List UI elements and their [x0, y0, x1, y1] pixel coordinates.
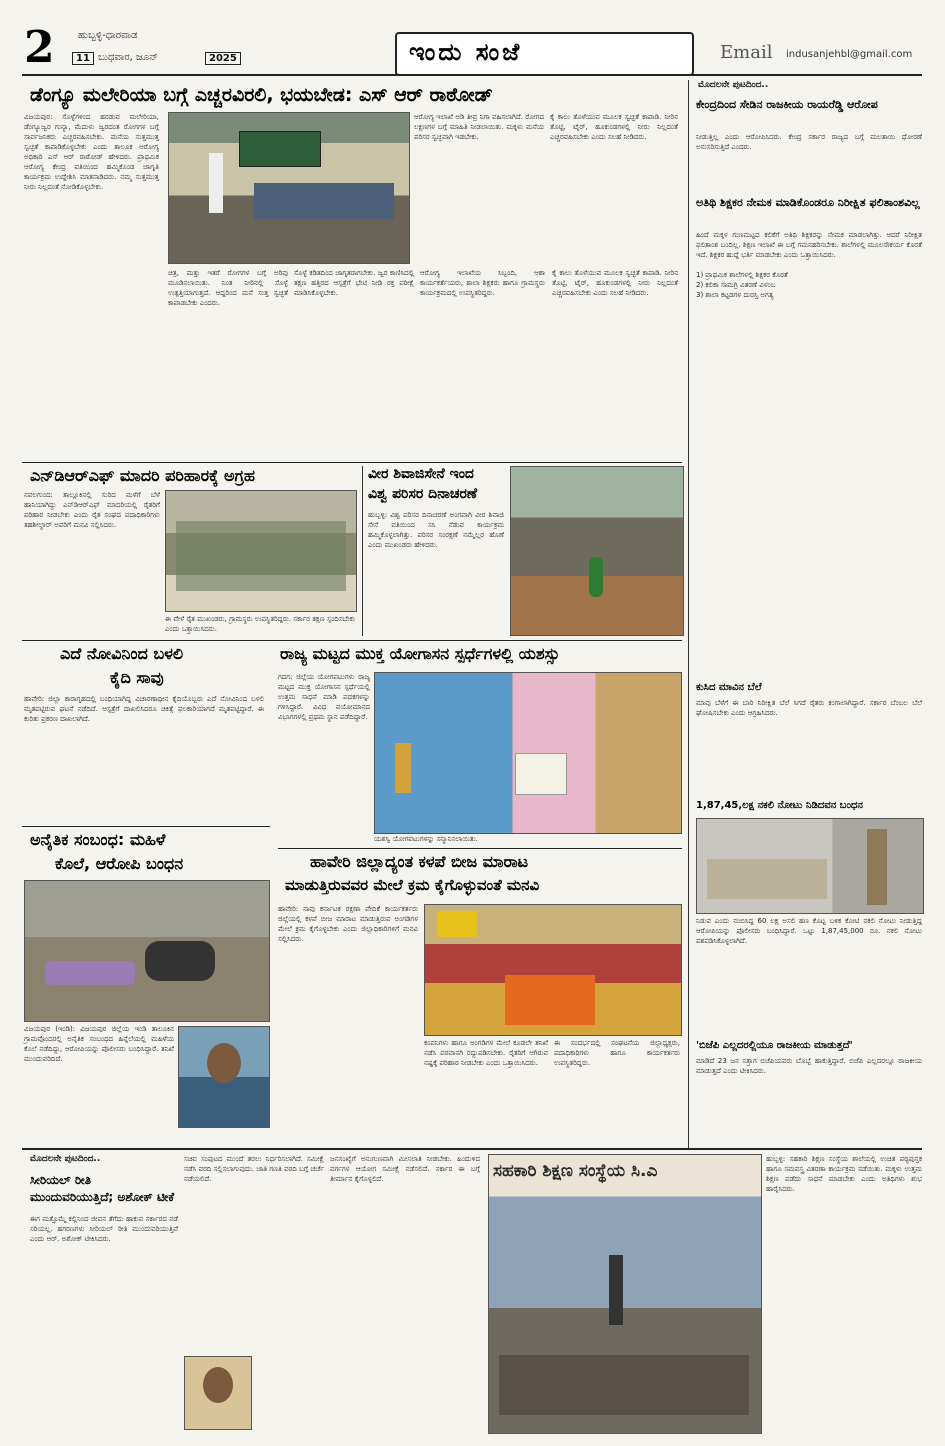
mid-rule: [22, 640, 682, 641]
bottom-body-4: ಹುಬ್ಬಳ್ಳಿ: ಸಹಕಾರಿ ಶಿಕ್ಷಣ ಸಂಸ್ಥೆಯ ಶಾಲೆಯಲ್ಲಿ ಉಚಿತ ಪಠ್ಯಪುಸ್ತಕ ಹಾಗೂ ಸಮವಸ್ತ್ರ ವಿತರಣಾ ಕಾರ್ಯಕ್ರಮ ನಡೆಯಿತು. ಮಕ್ಕಳು ಉತ್ತಮ ಶಿಕ್ಷಣ ಪಡೆದು ಸಾಧನೆ ಮಾಡಬೇಕು ಎಂದು ಅತಿಥಿಗಳು ಶುಭ ಹಾರೈಸಿದರು.: [766, 1155, 925, 1193]
sidebar-body-2: ಹಿಂದೆ ಮಕ್ಕಳ ಗುಣಮಟ್ಟದ ಕಲಿಕೆಗೆ ಅತಿಥಿ ಶಿಕ್ಷಕರನ್ನು ನೇಮಕ ಮಾಡಲಾಗಿತ್ತು. ಆದರೆ ನಿರೀಕ್ಷಿತ ಫಲಿತಾಂಶ ಬಂದಿಲ್ಲ. ಶಿಕ್ಷಣ ಇಲಾಖೆ ಈ ಬಗ್ಗೆ ಗಮನಹರಿಸಬೇಕು. ಶಾಲೆಗಳಲ್ಲಿ ಮೂಲಸೌಕರ್ಯ ಕೊರತೆ ಇದೆ. ಶಿಕ್ಷಕರ ಹುದ್ದೆ ಭರ್ತಿ ಮಾಡಬೇಕು ಎಂದು ಒತ್ತಾಯಿಸಿದರು. 1) ಪ್ರಾಥಮಿಕ ಶಾಲೆಗಳಲ್ಲಿ ಶಿಕ್ಷಕರ ಕೊರತೆ 2) ಕಲಿಕಾ ಸಾಮಗ್ರಿ ವಿತರಣೆ ವಿಳಂಬ 3) ಶಾಲಾ ಕಟ್ಟಡಗಳ ದುರಸ್ತಿ ಅಗತ್ಯ: [696, 231, 922, 299]
story4-rule: [22, 826, 270, 827]
email-label: Email: [720, 42, 773, 63]
story4-body: ಹಾವೇರಿ: ಜಿಲ್ಲಾ ಕಾರಾಗೃಹದಲ್ಲಿ ಬಂಧಿಯಾಗಿದ್ದ ವಿಚಾರಣಾಧೀನ ಕೈದಿಯೊಬ್ಬರು ಎದೆ ನೋವಿನಿಂದ ಬಳಲಿ ಮೃತಪಟ್ಟಿರುವ ಘಟನೆ ನಡೆದಿದೆ. ಆಸ್ಪತ್ರೆಗೆ ದಾಖಲಿಸಿದರೂ ಚಿಕಿತ್ಸೆ ಫಲಕಾರಿಯಾಗದೆ ಮೃತಪಟ್ಟಿದ್ದಾರೆ. ಈ ಕುರಿತು ಪ್ರಕರಣ ದಾಖಲಾಗಿದೆ.: [24, 695, 267, 723]
story6-caption: ಯಶಸ್ವಿ ಯೋಗಪಟುಗಳನ್ನು ಸನ್ಮಾನಿಸಲಾಯಿತು.: [374, 835, 478, 843]
story3-headline-1: ವೀರ ಶಿವಾಜಿಸೇನೆ ಇಂದ: [368, 466, 474, 482]
place-name: ಹುಬ್ಬಳ್ಳಿ-ಧಾರವಾಡ: [78, 30, 138, 41]
lead-photo: [168, 112, 410, 264]
story2-body2: ಈ ವೇಳೆ ರೈತ ಮುಖಂಡರು, ಗ್ರಾಮಸ್ಥರು ಉಪಸ್ಥಿತರಿದ್ದರು. ಸರ್ಕಾರ ತಕ್ಷಣ ಸ್ಪಂದಿಸಬೇಕು ಎಂದು ಒತ್ತಾಯಿಸಿದರು.: [165, 615, 358, 633]
sidebar-body-1: ನೀಡುತ್ತಿಲ್ಲ ಎಂದು ಆರೋಪಿಸಿದರು. ಕೇಂದ್ರ ಸರ್ಕಾರ ರಾಜ್ಯದ ಬಗ್ಗೆ ಮಲತಾಯಿ ಧೋರಣೆ ಅನುಸರಿಸುತ್ತಿದೆ ಎಂದರು.: [696, 133, 925, 151]
bottom-body-1: ಈಗ ಮತ್ತೊಮ್ಮೆ ಕಲ್ಲಿನಿಂದ ಜೀವನ ತೆಗೆದು ಹಾಕುವ ಸರ್ಕಾರದ ನಡೆ ಸರಿಯಲ್ಲ. ಹಗರಣಗಳು ಸೀರಿಯಲ್ ರೀತಿ ಮುಂದುವರಿಯುತ್ತಿವೆ ಎಂದು ಆರ್. ಅಶೋಕ್ ಟೀಕಿಸಿದರು.: [30, 1215, 181, 1243]
speaker-figure-2: [609, 1255, 623, 1325]
face-shape-2: [203, 1367, 233, 1403]
bottom-tag: ಮೊದಲನೇ ಪುಟದಿಂದ..: [30, 1154, 101, 1164]
speaker-figure: [209, 153, 223, 213]
story3-body: ಹುಬ್ಬಳ್ಳಿ: ವಿಶ್ವ ಪರಿಸರ ದಿನಾಚರಣೆ ಅಂಗವಾಗಿ ವೀರ ಶಿವಾಜಿ ಸೇನೆ ವತಿಯಿಂದ ಸಸಿ ನೆಡುವ ಕಾರ್ಯಕ್ರಮ ಹಮ್ಮಿಕೊಳ್ಳಲಾಗಿತ್ತು. ಪರಿಸರ ಸಂರಕ್ಷಣೆ ನಮ್ಮೆಲ್ಲರ ಹೊಣೆ ಎಂದು ಮುಖಂಡರು ಹೇಳಿದರು.: [368, 511, 507, 549]
banner-board: [239, 131, 321, 167]
sidebar-headline-2: ಅತಿಥಿ ಶಿಕ್ಷಕರ ನೇಮಕ ಮಾಡಿಕೊಂಡರೂ ನಿರೀಕ್ಷಿತ ಫಲಿತಾಂಶವಿಲ್ಲ: [696, 196, 920, 209]
story7-headline-2: ಮಾಡುತ್ತಿರುವವರ ಮೇಲೆ ಕ್ರಮ ಕೈಗೊಳ್ಳುವಂತೆ ಮನವಿ: [285, 876, 540, 894]
story3-photo: [510, 466, 684, 636]
accused-photo: [178, 1026, 270, 1128]
covered-body: [45, 961, 135, 985]
masthead-rule: [22, 74, 922, 76]
bottom-body-2: ಸಚಿವ ಸಂಪುಟದ ಮುಂದೆ ತರಲು ನಿರ್ಧರಿಸಲಾಗಿದೆ. ಸಮೀಕ್ಷೆ ನಡೆಸಿ ವರದಿ ಸಲ್ಲಿಸಲಾಗುವುದು. ಜಾತಿ ಗಣತಿ ವರದಿ ಬಗ್ಗೆ ಚರ್ಚೆ ನಡೆಯಲಿದೆ.: [184, 1155, 327, 1183]
lead-headline: ಡೆಂಗ್ಯೂ ಮಲೇರಿಯಾ ಬಗ್ಗೆ ಎಚ್ಚರವಿರಲಿ, ಭಯಬೇಡ: ಎಸ್ ಆರ್ ರಾಠೋಡ್: [30, 84, 493, 106]
lead-body-mid1: ಚಿತ್ರ, ಮತ್ತು ಇತರೆ ರೋಗಗಳ ಬಗ್ಗೆ ಅರಿವು ಮೂಡಿಸಲಾಯಿತು. ನಿಂತ ನೀರಿನಲ್ಲಿ ಸೊಳ್ಳೆ ಉತ್ಪತ್ತಿಯಾಗುತ್ತದೆ. ಆದ್ದರಿಂದ ಮನೆ ಸುತ್ತ ಸ್ವಚ್ಛತೆ ಕಾಪಾಡಬೇಕು ಎಂದರು.: [168, 269, 291, 307]
poster-shape: [505, 975, 595, 1025]
bottom-body-3: ಜನಸಂಖ್ಯೆಗೆ ಅನುಗುಣವಾಗಿ ಮೀಸಲಾತಿ ನೀಡಬೇಕು. ಹಿಂದುಳಿದ ವರ್ಗಗಳ ಆಯೋಗ ಸಮೀಕ್ಷೆ ನಡೆಸಲಿದೆ. ಸರ್ಕಾರ ಈ ಬಗ್ಗೆ ತೀರ್ಮಾನ ಕೈಗೊಳ್ಳಲಿದೆ.: [330, 1155, 483, 1183]
story7-photo: [424, 904, 682, 1036]
lead-body-mid3: ಆರೋಗ್ಯ ಇಲಾಖೆಯ ಸಿಬ್ಬಂದಿ, ಆಶಾ ಕಾರ್ಯಕರ್ತೆಯರು, ಶಾಲಾ ಶಿಕ್ಷಕರು ಹಾಗೂ ಗ್ರಾಮಸ್ಥರು ಕಾರ್ಯಕ್ರಮದಲ್ಲಿ ಉಪಸ್ಥಿತರಿದ್ದರು.: [420, 269, 548, 297]
story7-body3: ಈ ಸಂದರ್ಭದಲ್ಲಿ ಸಂಘಟನೆಯ ಜಿಲ್ಲಾಧ್ಯಕ್ಷರು, ಪದಾಧಿಕಾರಿಗಳು ಹಾಗೂ ಕಾರ್ಯಕರ್ತರು ಉಪಸ್ಥಿತರಿದ್ದರು.: [554, 1039, 683, 1067]
trophy-shape: [395, 743, 411, 793]
story7-body2: ಕಂಪನಿಗಳು ಹಾಗೂ ಅಂಗಡಿಗಳ ಮೇಲೆ ಕೂಡಲೇ ತನಿಖೆ ನಡೆಸಿ ಪರವಾನಗಿ ರದ್ದುಪಡಿಸಬೇಕು. ರೈತರಿಗೆ ಆಗಿರುವ ನಷ್ಟಕ್ಕೆ ಪರಿಹಾರ ನೀಡಬೇಕು ಎಂದು ಒತ್ತಾಯಿಸಿದರು.: [424, 1039, 551, 1067]
masthead-logo: [395, 32, 694, 76]
issue-date: ಬುಧವಾರ, ಜೂನ್: [98, 52, 158, 63]
story3-headline-2: ವಿಶ್ವ ಪರಿಸರ ದಿನಾಚರಣೆ: [368, 486, 478, 502]
story4-headline-2: ಕೈದಿ ಸಾವು: [110, 668, 164, 687]
sidebar-headline-4: 1,87,45,ಲಕ್ಷ ನಕಲಿ ನೋಟು ನಿಡಿದವನ ಬಂಧನ: [696, 800, 863, 811]
ashok-photo: [184, 1356, 252, 1430]
sapling-plant: [589, 557, 603, 597]
bottom-headline-1: ಸೀರಿಯಲ್ ರೀತಿ ಮುಂದುವರಿಯುತ್ತಿದೆ; ಅಶೋಕ್ ಟೀಕೆ: [30, 1173, 175, 1204]
bottom-rule: [22, 1148, 922, 1150]
group-figures: [176, 521, 346, 591]
lead-rule: [22, 462, 682, 463]
story7-body: ಹಾವೇರಿ: ನಾವು ಕರ್ನಾಟಕ ರಕ್ಷಣಾ ವೇದಿಕೆ ಕಾರ್ಯಕರ್ತರು ಜಿಲ್ಲೆಯಲ್ಲಿ ಕಳಪೆ ಬೀಜ ಮಾರಾಟ ಮಾಡುತ್ತಿರುವ ಅಂಗಡಿಗಳ ಮೇಲೆ ಕ್ರಮ ಕೈಗೊಳ್ಳಬೇಕು ಎಂದು ಜಿಲ್ಲಾಧಿಕಾರಿಗಳಿಗೆ ಮನವಿ ಸಲ್ಲಿಸಿದರು.: [278, 905, 421, 943]
sidebar-body-5: ಮಾಡಿದೆ 23 ಜನ ಸತ್ತಾಗ ಬಿಜೆಪಿಯವರು ಬೊಬ್ಬೆ ಹಾಕುತ್ತಿದ್ದಾರೆ. ಬಿಜೆಪಿ ಎಲ್ಲದರಲ್ಲೂ ರಾಜಕೀಯ ಮಾಡುತ್ತದೆ ಎಂದು ಟೀಕಿಸಿದರು.: [696, 1057, 925, 1075]
story5-headline-1: ಅನೈತಿಕ ಸಂಬಂಧ: ಮಹಿಳೆ: [30, 830, 166, 849]
lead-body-mid4: ಕೈ ಕಾಲು ತೊಳೆಯುವ ಮೂಲಕ ಸ್ವಚ್ಛತೆ ಕಾಪಾಡಿ. ನೀರಿನ ತೊಟ್ಟಿ, ಟೈರ್, ಹೂಕುಂಡಗಳಲ್ಲಿ ನೀರು ನಿಲ್ಲದಂತೆ ಎಚ್ಚರವಹಿಸಬೇಕು ಎಂದು ಸಲಹೆ ನೀಡಿದರು.: [552, 269, 681, 297]
issue-number: 11: [72, 52, 94, 65]
sidebar-headline-5: 'ಬಿಜೆಪಿ ಎಲ್ಲದರಲ್ಲಿಯೂ ರಾಜಕೀಯ ಮಾಡುತ್ತದೆ': [696, 1040, 853, 1051]
lead-body-left: ವಿಜಯಪುರ: ಸೊಳ್ಳೆಗಳಿಂದ ಹರಡುವ ಮಲೇರಿಯಾ, ಡೆಂಗ್ಯೂಜ್ವರ ಗುನ್ಯಾ, ಮೆದುಳು ಜ್ವರದಂತ ರೋಗಗಳ ಬಗ್ಗೆ ಸಾರ್ವಜನಿಕರು ಎಚ್ಚರವಹಿಸಬೇಕು. ಮನೆಯ ಸುತ್ತಮುತ್ತ ಸ್ವಚ್ಛತೆ ಕಾಪಾಡಿಕೊಳ್ಳಬೇಕು ಎಂದು ತಾಲೂಕ ಆರೋಗ್ಯ ಅಧಿಕಾರಿ ಎಸ್ ಆರ್ ರಾಠೋಡ್ ಹೇಳಿದರು. ಪ್ರಾಥಮಿಕ ಆರೋಗ್ಯ ಕೇಂದ್ರ ವತಿಯಿಂದ ಹಮ್ಮಿಕೊಂಡ ಜಾಗೃತಿ ಕಾರ್ಯಕ್ರಮ ಉದ್ದೇಶಿಸಿ ಮಾತನಾಡಿದರು. ನಮ್ಮ ಸುತ್ತಮುತ್ತ ನೀರು ನಿಲ್ಲದಂತೆ ನೋಡಿಕೊಳ್ಳಬೇಕು.: [24, 113, 162, 191]
note-bundles: [707, 859, 827, 899]
motorbike-shape: [145, 941, 215, 981]
story2-body: ನವಲಗುಂದ: ತಾಲ್ಲೂಕಿನಲ್ಲಿ ಸುರಿದ ಮಳೆಗೆ ಬೆಳೆ ಹಾನಿಯಾಗಿದ್ದು ಎನ್‌ಡಿಆರ್‌ಎಫ್ ಮಾದರಿಯಲ್ಲಿ ರೈತರಿಗೆ ಪರಿಹಾರ ನೀಡಬೇಕು ಎಂದು ರೈತ ಸಂಘದ ಪದಾಧಿಕಾರಿಗಳು ತಹಶೀಲ್ದಾರ್ ಅವರಿಗೆ ಮನವಿ ಸಲ್ಲಿಸಿದರು.: [24, 491, 163, 529]
story6-headline: ರಾಜ್ಯ ಮಟ್ಟದ ಮುಕ್ತ ಯೋಗಾಸನ ಸ್ಪರ್ಧೆಗಳಲ್ಲಿ ಯಶಸ್ಸು: [280, 644, 560, 663]
audience-figures: [499, 1355, 749, 1415]
sidebar-headline-1: ಕೇಂದ್ರದಿಂದ ಸೇಡಿನ ರಾಜಕೀಯ ರಾಯರೆಡ್ಡಿ ಆರೋಪ: [696, 98, 878, 111]
story6-rule: [278, 848, 682, 849]
lead-body-right2: ಕೈ ಕಾಲು ತೊಳೆಯುವ ಮೂಲಕ ಸ್ವಚ್ಛತೆ ಕಾಪಾಡಿ. ನೀರಿನ ತೊಟ್ಟಿ, ಟೈರ್, ಹೂಕುಂಡಗಳಲ್ಲಿ ನೀರು ನಿಲ್ಲದಂತೆ ಎಚ್ಚರವಹಿಸಬೇಕು ಎಂದು ಸಲಹೆ ನೀಡಿದರು.: [550, 113, 681, 141]
school-sign: ಸಹಕಾರಿ ಶಿಕ್ಷಣ ಸಂಸ್ಥೆಯ ಸಿ.ಎ: [493, 1161, 658, 1181]
logo-text: ಇಂದು ಸಂಜೆ: [409, 38, 523, 66]
story4-headline-1: ಎದೆ ನೋವಿನಿಂದ ಬಳಲಿ: [60, 644, 184, 663]
page-number: 2: [24, 22, 55, 73]
police-figure: [867, 829, 887, 905]
sidebar-body-4: ನಿಡುವ ಎಂದು ನಂಬಿಸಿದ್ದ 60 ಲಕ್ಷ ಅಸಲಿ ಹಣ ಕೊಟ್ಟ ಬಳಿಕ ಕೋಟಿ ನಕಲಿ ನೋಟು ನೀಡುತ್ತಿದ್ದ ಆರೋಪಿಯನ್ನು ಪೊಲೀಸರು ಬಂಧಿಸಿದ್ದಾರೆ. ಒಟ್ಟು 1,87,45,000 ರೂ. ನಕಲಿ ನೋಟು ವಶಪಡಿಸಿಕೊಳ್ಳಲಾಗಿದೆ.: [696, 917, 925, 945]
masthead: [0, 0, 945, 80]
story6-photo: [374, 672, 682, 834]
col-divider: [362, 466, 363, 636]
school-photo: [488, 1154, 762, 1434]
sidebar-headline-3: ಕುಸಿದ ಮಾವಿನ ಬೆಲೆ: [696, 682, 762, 693]
table-row-figures: [254, 183, 394, 219]
lead-body-right1: ಆರೋಗ್ಯ ಇಲಾಖೆ ಅಡಿ ತೀವ್ರ ನಿಗಾ ವಹಿಸಲಾಗಿದೆ. ರೋಗದ ಲಕ್ಷಣಗಳ ಬಗ್ಗೆ ಮಾಹಿತಿ ನೀಡಲಾಯಿತು. ಮಕ್ಕಳು ಮನೆಯ ಪರಿಸರ ಸ್ವಚ್ಛವಾಗಿ ಇಡಬೇಕು.: [414, 113, 547, 141]
sidebar-body-3: ಮಾವು ಬೆಳೆಗೆ ಈ ಬಾರಿ ನಿರೀಕ್ಷಿತ ಬೆಲೆ ಸಿಗದೆ ರೈತರು ಕಂಗಾಲಾಗಿದ್ದಾರೆ. ಸರ್ಕಾರ ಬೆಂಬಲ ಬೆಲೆ ಘೋಷಿಸಬೇಕು ಎಂದು ಆಗ್ರಹಿಸಿದರು.: [696, 699, 925, 717]
story7-headline-1: ಹಾವೇರಿ ಜಿಲ್ಲಾದ್ಯಂತ ಕಳಪೆ ಬೀಜ ಮಾರಾಟ: [310, 852, 529, 871]
certificate-shape: [515, 753, 567, 795]
sidebar-tag: ಮೊದಲನೇ ಪುಟದಿಂದ..: [698, 80, 769, 90]
story5-photo: [24, 880, 270, 1022]
sidebar-divider: [688, 80, 689, 1148]
flag-shape: [437, 911, 477, 937]
story6-body: ಗದಗ: ಜಿಲ್ಲೆಯ ಯೋಗಪಟುಗಳು ರಾಜ್ಯ ಮಟ್ಟದ ಮುಕ್ತ ಯೋಗಾಸನ ಸ್ಪರ್ಧೆಯಲ್ಲಿ ಉತ್ತಮ ಸಾಧನೆ ಮಾಡಿ ಪದಕಗಳನ್ನು ಗಳಿಸಿದ್ದಾರೆ. ವಿವಿಧ ವಯೋಮಾನದ ವಿಭಾಗಗಳಲ್ಲಿ ಪ್ರಥಮ ಸ್ಥಾನ ಪಡೆದಿದ್ದಾರೆ.: [278, 673, 373, 721]
story2-headline: ಎನ್‌ಡಿಆರ್‌ಎಫ್ ಮಾದರಿ ಪರಿಹಾರಕ್ಕೆ ಅಗ್ರಹ: [30, 466, 255, 485]
seized-cash-photo: [696, 818, 924, 914]
story5-body: ವಿಜಯಪುರ (ಇಂಡಿ): ವಿಜಯಪುರ ಜಿಲ್ಲೆಯ ಇಂಡಿ ತಾಲೂಕಿನ ಗ್ರಾಮವೊಂದರಲ್ಲಿ ಅನೈತಿಕ ಸಂಬಂಧದ ಹಿನ್ನೆಲೆಯಲ್ಲಿ ಮಹಿಳೆಯ ಕೊಲೆ ನಡೆದಿದ್ದು, ಆರೋಪಿಯನ್ನು ಪೊಲೀಸರು ಬಂಧಿಸಿದ್ದಾರೆ. ತನಿಖೆ ಮುಂದುವರಿದಿದೆ.: [24, 1025, 177, 1063]
story5-headline-2: ಕೊಲೆ, ಆರೋಪಿ ಬಂಧನ: [55, 854, 184, 873]
issue-year: 2025: [205, 52, 241, 65]
face-shape: [207, 1043, 241, 1083]
lead-body-mid2: ಸೊಳ್ಳೆ ಕಡಿತದಿಂದ ಜಾಗೃತರಾಗಬೇಕು. ಜ್ವರ ಕಾಣಿಸಿದಲ್ಲಿ ತಕ್ಷಣ ಹತ್ತಿರದ ಆಸ್ಪತ್ರೆಗೆ ಭೇಟಿ ನೀಡಿ ರಕ್ತ ಪರೀಕ್ಷೆ ಮಾಡಿಸಿಕೊಳ್ಳಬೇಕು.: [294, 269, 417, 297]
email-address: indusanjehbl@gmail.com: [786, 49, 913, 60]
story2-photo: [165, 490, 357, 612]
